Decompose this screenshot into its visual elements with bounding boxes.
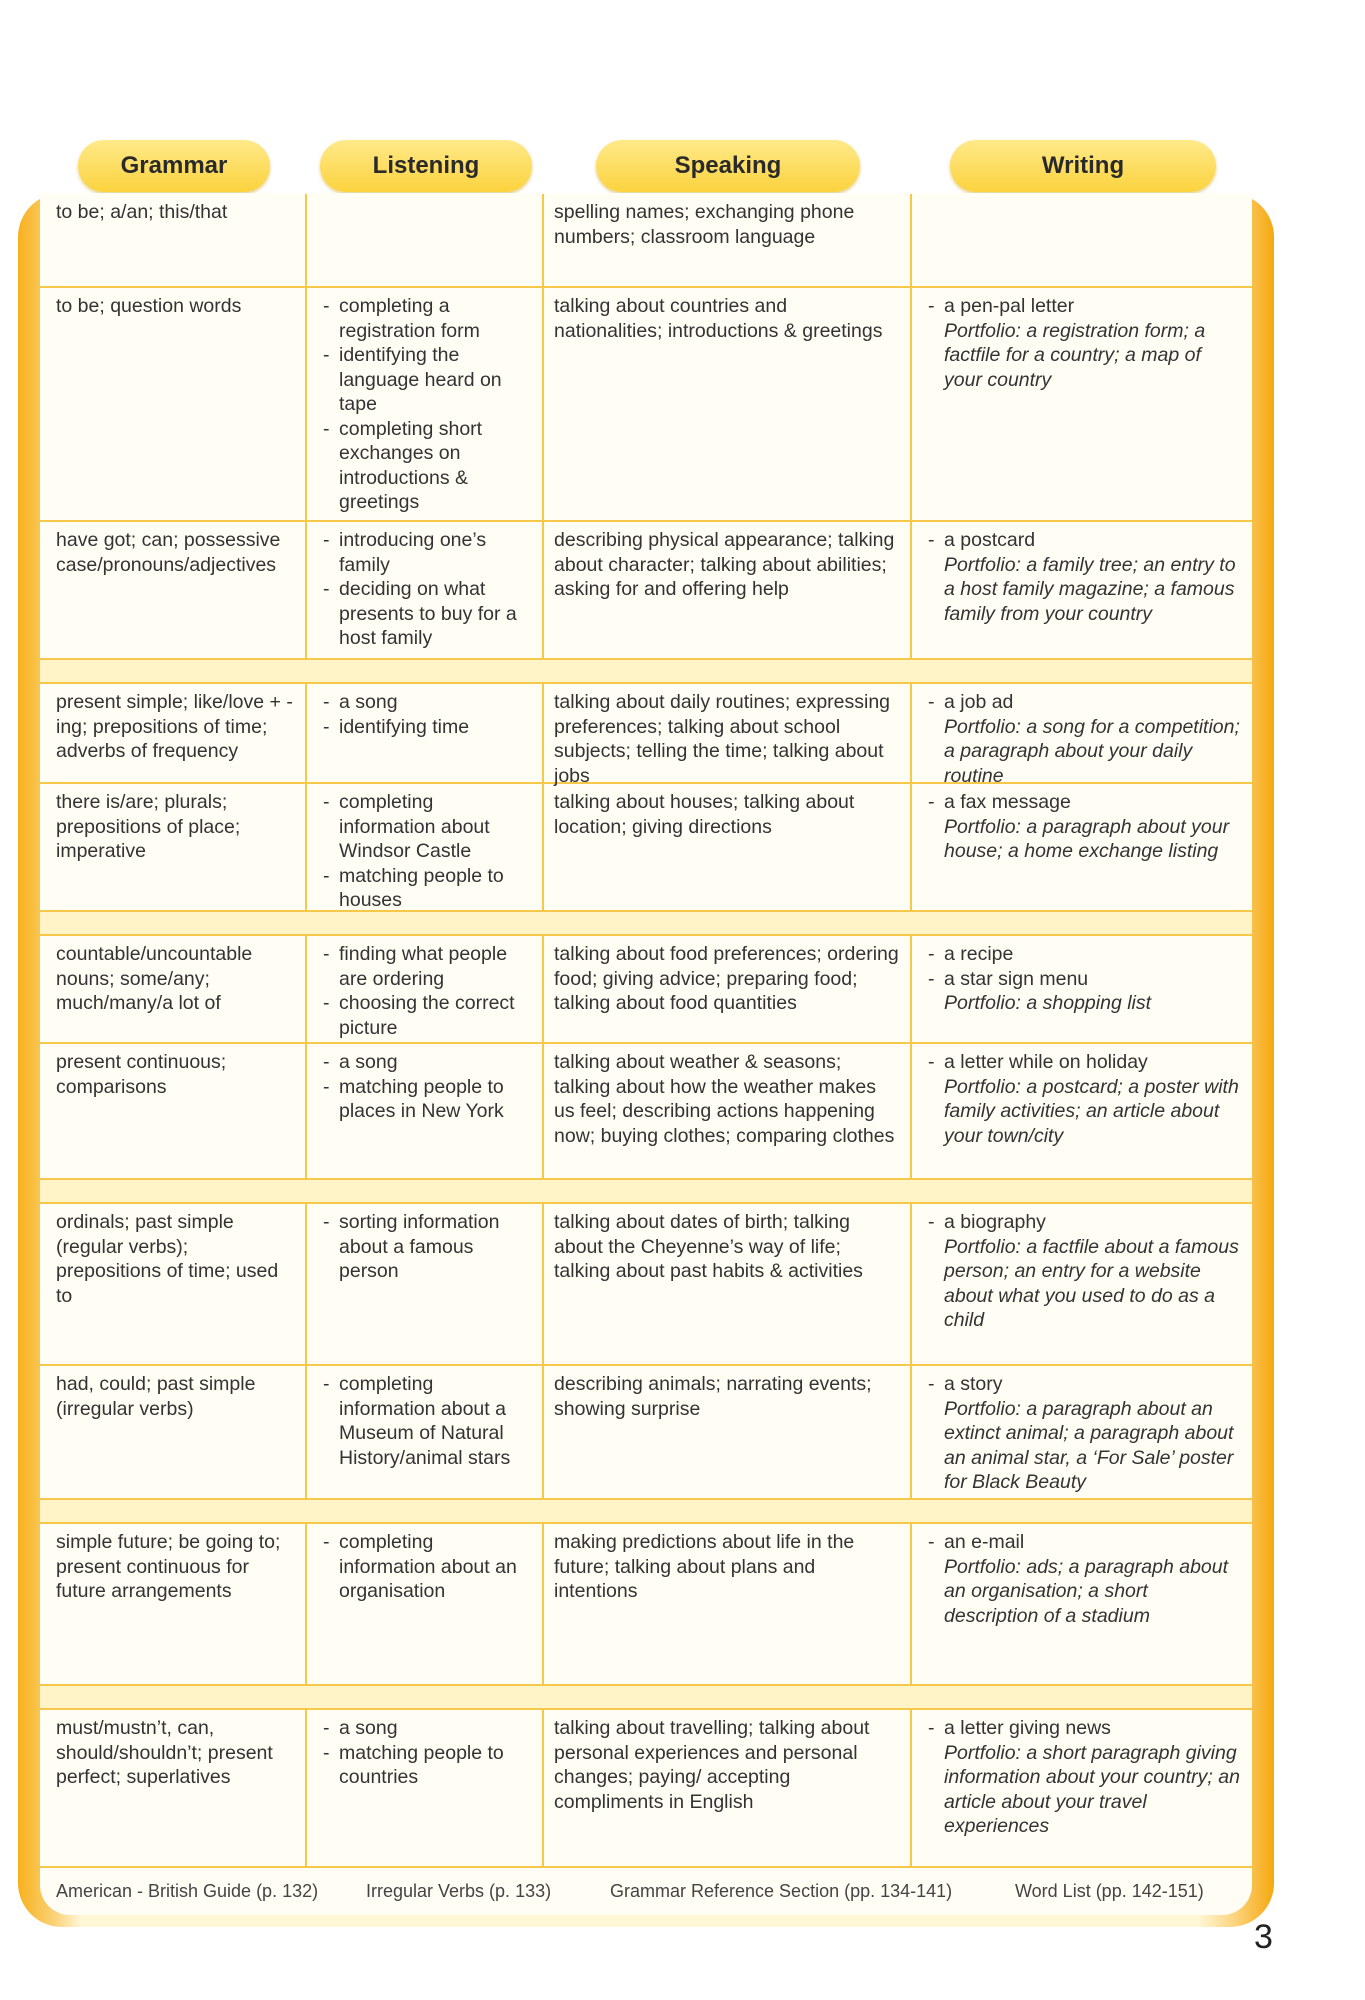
portfolio-text: Portfolio: a paragraph about an extinct animal; a paragraph about an animal star, a ‘For Sale’ poster for Black Beauty [944, 1397, 1234, 1493]
listening-item: - choosing the correct picture [317, 991, 532, 1040]
listening-item: - sorting information about a famous person [317, 1210, 532, 1284]
footer-irregular-verbs[interactable]: Irregular Verbs (p. 133) [366, 1880, 552, 1901]
grammar-cell: have got; can; possessive case/pronouns/adjectives [40, 522, 307, 658]
writing-item: - a letter while on holiday [922, 1050, 1242, 1075]
listening-item: - completing information about a Museum of Natural History/animal stars [317, 1372, 532, 1470]
header-listening: Listening [320, 140, 532, 192]
writing-cell [912, 936, 1252, 1042]
listening-item: - completing short exchanges on introductions & greetings [317, 417, 532, 515]
unit-separator [40, 1180, 1252, 1204]
contents-table [40, 194, 1252, 1868]
grammar-cell: present simple; like/love + -ing; prepositions of time; adverbs of frequency [40, 684, 307, 782]
header-speaking: Speaking [596, 140, 860, 192]
unit-separator [40, 660, 1252, 684]
listening-item: - matching people to places in New York [317, 1075, 532, 1124]
table-row [40, 1044, 1252, 1180]
listening-item: - completing information about Windsor Castle [317, 790, 532, 864]
writing-item: - an e-mail [922, 1530, 1242, 1555]
writing-item: - a letter giving news [922, 1716, 1242, 1741]
writing-cell [912, 684, 1252, 787]
unit-separator [40, 1500, 1252, 1524]
table-row [40, 288, 1252, 522]
listening-item: - deciding on what presents to buy for a host family [317, 577, 532, 651]
unit-separator [40, 1686, 1252, 1710]
speaking-cell: talking about food preferences; ordering food; giving advice; preparing food; talking about food quantities [544, 936, 912, 1042]
writing-item: - a fax message [922, 790, 1242, 815]
grammar-cell: ordinals; past simple (regular verbs); prepositions of time; used to [40, 1204, 307, 1364]
table-row [40, 1204, 1252, 1366]
writing-cell [912, 288, 1252, 520]
page-number: 3 [1254, 1918, 1273, 1956]
listening-cell [307, 194, 544, 286]
footer-american-british-guide[interactable]: American - British Guide (p. 132) [56, 1880, 319, 1901]
header-grammar: Grammar [78, 140, 270, 192]
listening-item: - introducing one’s family [317, 528, 532, 577]
grammar-cell: present continuous; comparisons [40, 1044, 307, 1178]
writing-item: - a biography [922, 1210, 1242, 1235]
grammar-cell: simple future; be going to; present continuous for future arrangements [40, 1524, 307, 1684]
writing-cell [912, 194, 1252, 286]
footer-word-list[interactable]: Word List (pp. 142-151) [1015, 1880, 1204, 1901]
table-row [40, 784, 1252, 912]
table-row [40, 522, 1252, 660]
listening-item: - identifying the language heard on tape [317, 343, 532, 417]
writing-item: - a postcard [922, 528, 1242, 553]
listening-cell [307, 1524, 544, 1684]
writing-item: - a recipe [922, 942, 1242, 967]
portfolio-text: Portfolio: a family tree; an entry to a host family magazine; a famous family from your country [944, 553, 1236, 625]
listening-cell [307, 784, 544, 910]
table-row [40, 1710, 1252, 1868]
listening-item: - finding what people are ordering [317, 942, 532, 991]
writing-item: - a story [922, 1372, 1242, 1397]
listening-item: - completing information about an organisation [317, 1530, 532, 1604]
listening-item: - completing a registration form [317, 294, 532, 343]
portfolio-text: Portfolio: a registration form; a factfile for a country; a map of your country [944, 319, 1206, 391]
table-row [40, 194, 1252, 288]
speaking-cell: talking about countries and nationalities; introductions & greetings [544, 288, 912, 520]
grammar-cell: there is/are; plurals; prepositions of place; imperative [40, 784, 307, 910]
listening-cell [307, 1204, 544, 1364]
speaking-cell: talking about daily routines; expressing preferences; talking about school subjects; telling the time; talking about jobs [544, 684, 912, 782]
grammar-cell: must/mustn’t, can, should/shouldn’t; present perfect; superlatives [40, 1710, 307, 1866]
speaking-cell: describing animals; narrating events; showing surprise [544, 1366, 912, 1498]
listening-item: - matching people to houses [317, 864, 532, 913]
listening-item: - identifying time [317, 715, 532, 740]
table-row [40, 1524, 1252, 1686]
writing-cell [912, 1710, 1252, 1866]
footer-grammar-reference[interactable]: Grammar Reference Section (pp. 134-141) [610, 1880, 953, 1901]
writing-item: - a pen-pal letter [922, 294, 1242, 319]
portfolio-text: Portfolio: a shopping list [944, 992, 1152, 1014]
writing-cell [912, 1204, 1252, 1364]
listening-item: - a song [317, 1716, 532, 1741]
portfolio-text: Portfolio: a song for a competition; a paragraph about your daily routine [944, 715, 1240, 787]
speaking-cell: talking about houses; talking about location; giving directions [544, 784, 912, 910]
column-headers [0, 140, 1365, 194]
header-writing: Writing [950, 140, 1216, 192]
footer-links [40, 1868, 1252, 1914]
listening-item: - matching people to countries [317, 1741, 532, 1790]
listening-item: - a song [317, 690, 532, 715]
grammar-cell: had, could; past simple (irregular verbs) [40, 1366, 307, 1498]
writing-cell [912, 1366, 1252, 1498]
portfolio-text: Portfolio: a paragraph about your house; a home exchange listing [944, 815, 1230, 862]
speaking-cell: talking about travelling; talking about personal experiences and personal changes; paying/ accepting compliments in English [544, 1710, 912, 1866]
listening-cell [307, 288, 544, 520]
speaking-cell: talking about dates of birth; talking about the Cheyenne’s way of life; talking about past habits & activities [544, 1204, 912, 1364]
writing-item: - a job ad [922, 690, 1242, 715]
listening-cell [307, 684, 544, 782]
writing-cell [912, 1044, 1252, 1178]
speaking-cell: making predictions about life in the future; talking about plans and intentions [544, 1524, 912, 1684]
writing-item: - a star sign menu [922, 967, 1242, 992]
table-row [40, 684, 1252, 787]
listening-item: - a song [317, 1050, 532, 1075]
portfolio-text: Portfolio: a short paragraph giving information about your country; an article about your travel experiences [944, 1741, 1240, 1837]
table-row [40, 936, 1252, 1044]
writing-cell [912, 784, 1252, 910]
writing-cell [912, 522, 1252, 658]
listening-cell [307, 522, 544, 658]
listening-cell [307, 1366, 544, 1498]
grammar-cell: countable/uncountable nouns; some/any; much/many/a lot of [40, 936, 307, 1042]
grammar-cell: to be; a/an; this/that [40, 194, 307, 286]
portfolio-text: Portfolio: a postcard; a poster with family activities; an article about your town/city [944, 1075, 1239, 1147]
speaking-cell: describing physical appearance; talking about character; talking about abilities; asking for and offering help [544, 522, 912, 658]
grammar-cell: to be; question words [40, 288, 307, 520]
portfolio-text: Portfolio: ads; a paragraph about an organisation; a short description of a stadium [944, 1555, 1229, 1627]
table-row [40, 1366, 1252, 1500]
speaking-cell: talking about weather & seasons; talking about how the weather makes us feel; describing actions happening now; buying clothes; comparing clothes [544, 1044, 912, 1178]
speaking-cell: spelling names; exchanging phone numbers; classroom language [544, 194, 912, 286]
listening-cell [307, 936, 544, 1042]
writing-cell [912, 1524, 1252, 1684]
unit-separator [40, 912, 1252, 936]
listening-cell [307, 1044, 544, 1178]
portfolio-text: Portfolio: a factfile about a famous person; an entry for a website about what you used to do as a child [944, 1235, 1239, 1331]
listening-cell [307, 1710, 544, 1866]
